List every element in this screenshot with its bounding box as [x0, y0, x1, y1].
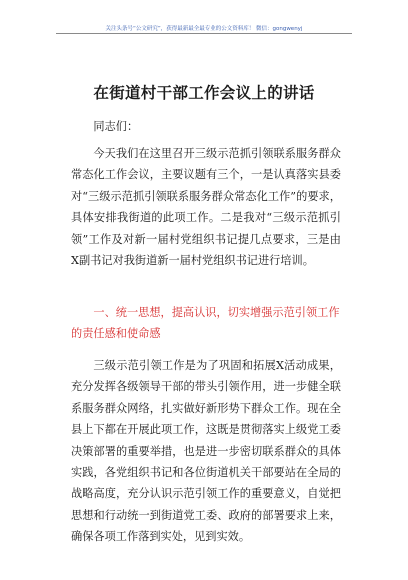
document-title: 在街道村干部工作会议上的讲话 — [93, 83, 315, 102]
header-divider — [56, 33, 352, 34]
paragraph-1: 今天我们在这里召开三级示范抓引领联系服务群众常态化工作会议，主要议题有三个，一是认真落实县委对“三级示范抓引领联系服务群众常态化工作”的要求，具体安排我街道的此项工作。二是我对“三级示范抓引领”工作及对新一届村党组织书记提几点要求，三是由X副书记对我街道新一届村党组织书记进行培训。 — [71, 147, 341, 268]
paragraph-2: 三级示范引领工作是为了巩固和拓展X活动成果，充分发挥各级领导干部的带头引领作用，进一步健全联系服务群众网络，扎实做好新形势下群众工作。现在全县上下都在开展此项工作，这既是贯彻落实上级党工委决策部署的重要举措，也是进一步密切联系群众的具体实践，各党组织书记和各位街道机关干部要站在全局的战略高度，充分认识示范引领工作的重要意义，自觉把思想和行动统一到街道党工委、政府的部署要求上来，确保各项工作落到实处，见到实效。 — [71, 359, 341, 544]
section-heading-1: 一、统一思想，提高认识，切实增强示范引领工作的责任感和使命感 — [71, 306, 340, 340]
header-note: 关注头条号“公文研究”，获得最新最全最专业的公文资料库！ 微信：gongwenyj — [105, 26, 303, 32]
salutation: 同志们： — [93, 120, 139, 133]
